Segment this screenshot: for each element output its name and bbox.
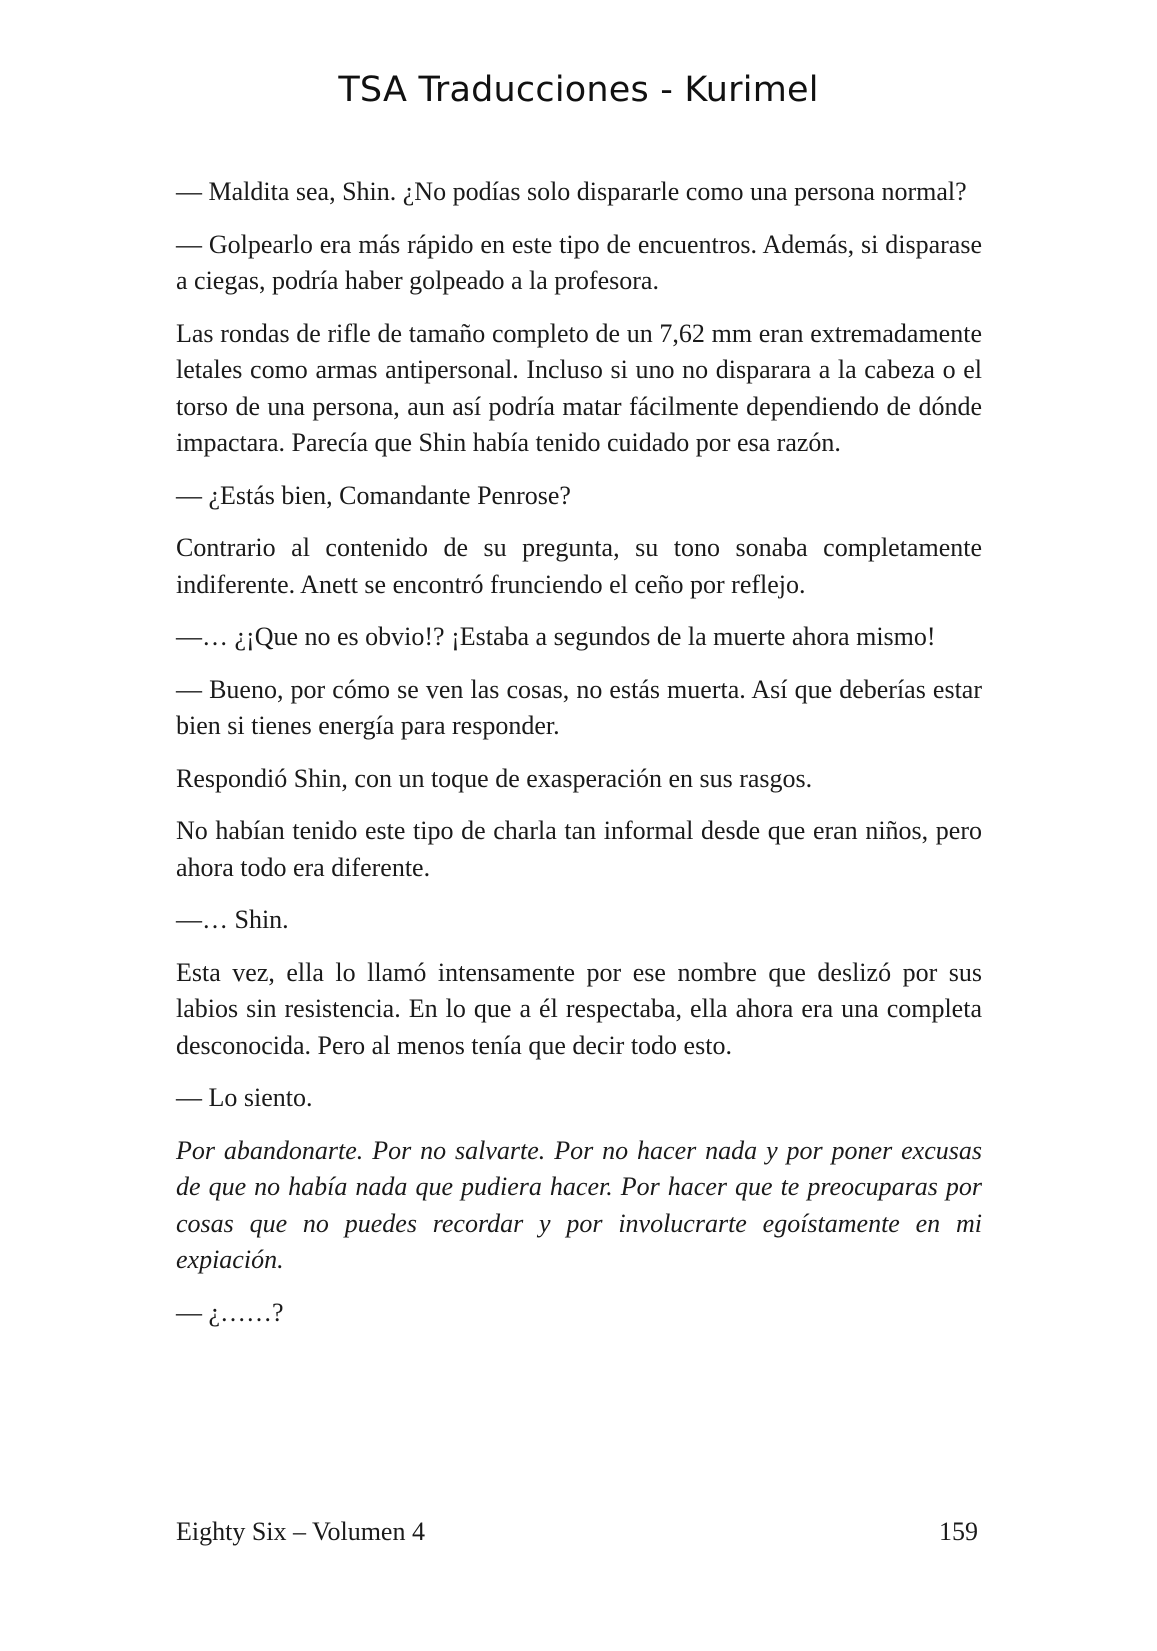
page-number: 159 xyxy=(939,1517,978,1546)
dialogue-paragraph: — Bueno, por cómo se ven las cosas, no estás muerta. Así que deberías estar bien si tienes energía para responder. xyxy=(176,674,982,740)
header-title: TSA Traducciones - Kurimel xyxy=(338,70,819,110)
narration-paragraph: No habían tenido este tipo de charla tan informal desde que eran niños, pero ahora todo era diferente. xyxy=(176,816,982,882)
narration-paragraph: Respondió Shin, con un toque de exasperación en sus rasgos. xyxy=(176,763,813,793)
dialogue-paragraph: — ¿Estás bien, Comandante Penrose? xyxy=(176,480,571,510)
dialogue-paragraph: —… Shin. xyxy=(176,905,289,934)
narration-paragraph: Esta vez, ella lo llamó intensamente por ese nombre que deslizó por sus labios sin resistencia. En lo que a él respectaba, ella ahora era una completa desconocida. Pero al menos tenía que decir todo esto. xyxy=(176,957,982,1060)
page-header xyxy=(0,70,1157,110)
narration-paragraph: Contrario al contenido de su pregunta, su tono sonaba completamente indiferente. Anett se encontró frunciendo el ceño por reflejo. xyxy=(176,533,982,599)
dialogue-paragraph: — Maldita sea, Shin. ¿No podías solo dispararle como una persona normal? xyxy=(176,177,967,206)
dialogue-paragraph: —… ¿¡Que no es obvio!? ¡Estaba a segundos de la muerte ahora mismo! xyxy=(176,622,936,651)
dialogue-paragraph: — Golpearlo era más rápido en este tipo de encuentros. Además, si disparase a ciegas, podría haber golpeado a la profesora. xyxy=(176,229,982,295)
dialogue-paragraph: — ¿……? xyxy=(176,1297,284,1327)
narration-paragraph: Las rondas de rifle de tamaño completo de un 7,62 mm eran extremadamente letales como armas antipersonal. Incluso si uno no disparara a la cabeza o el torso de una persona, aun así podría matar fácilmente dependiendo de dónde impactara. Parecía que Shin había tenido cuidado por esa razón. xyxy=(176,318,982,457)
dialogue-paragraph: — Lo siento. xyxy=(176,1083,313,1112)
footer-book-title: Eighty Six – Volumen 4 xyxy=(176,1517,425,1546)
page-body xyxy=(176,174,982,1347)
inner-thought-paragraph: Por abandonarte. Por no salvarte. Por no hacer nada y por poner excusas de que no había nada que pudiera hacer. Por hacer que te preocuparas por cosas que no puedes recordar y por involucrarte egoístamente en mi expiación. xyxy=(176,1135,982,1274)
